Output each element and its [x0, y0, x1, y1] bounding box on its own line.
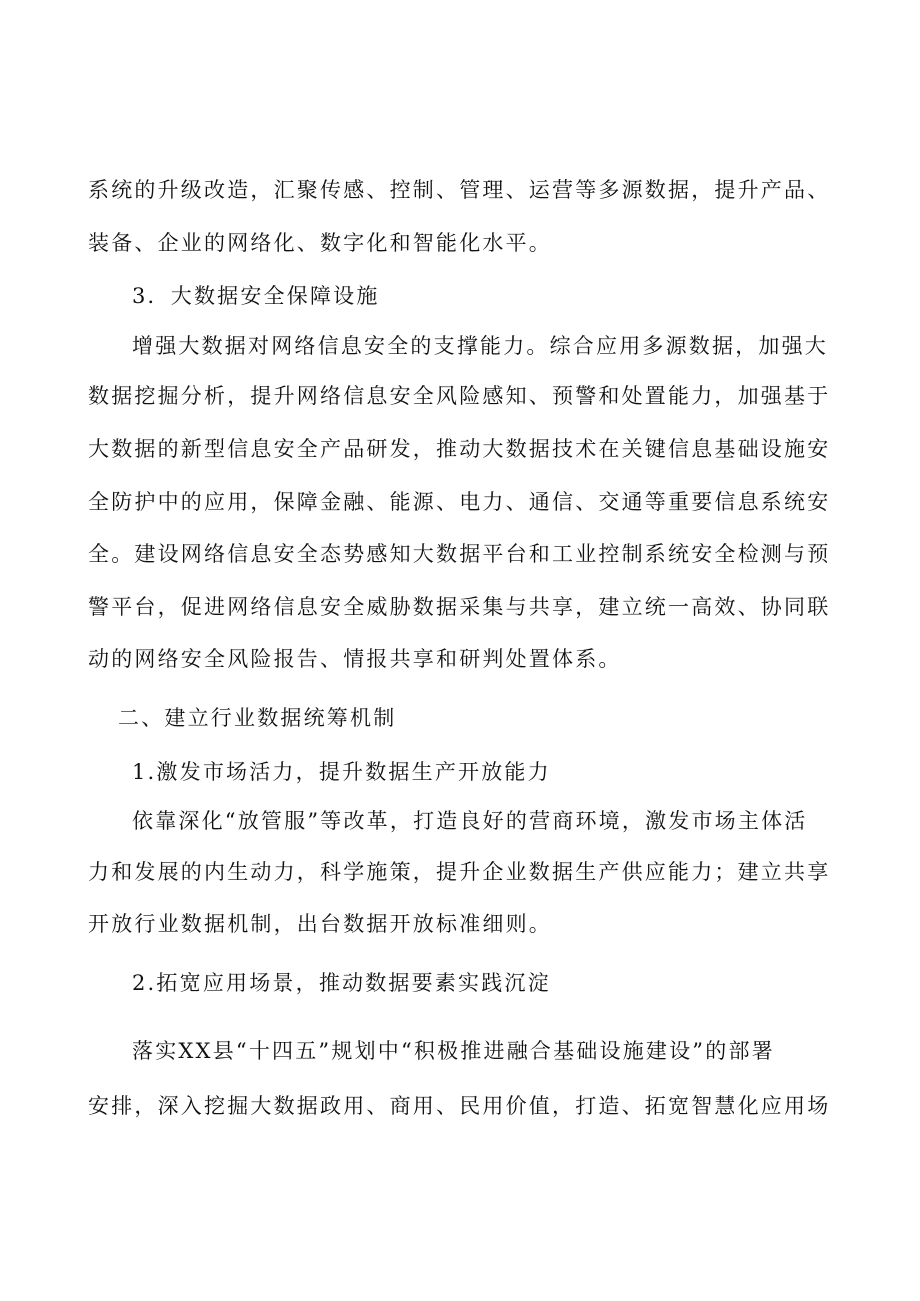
chapter-heading: 二、建立行业数据统筹机制: [118, 706, 397, 730]
paragraph-line: 警平台，促进网络信息安全威胁数据采集与共享，建立统一高效、协同联: [88, 595, 831, 619]
paragraph-line: 全。建设网络信息安全态势感知大数据平台和工业控制系统安全检测与预: [88, 542, 831, 566]
paragraph-line: 全防护中的应用，保障金融、能源、电力、通信、交通等重要信息系统安: [88, 490, 831, 514]
paragraph-line: 依靠深化“放管服”等改革，打造良好的营商环境，激发市场主体活: [132, 809, 808, 833]
paragraph-line: 系统的升级改造，汇聚传感、控制、管理、运营等多源数据，提升产品、: [88, 178, 831, 202]
paragraph-line: 力和发展的内生动力，科学施策，提升企业数据生产供应能力；建立共享: [88, 860, 831, 884]
paragraph-line: 数据挖掘分析，提升网络信息安全风险感知、预警和处置能力，加强基于: [88, 384, 831, 408]
paragraph-line: 开放行业数据机制，出台数据开放标准细则。: [88, 912, 552, 936]
item-heading: 2.拓宽应用场景，推动数据要素实践沉淀: [132, 971, 551, 995]
item-heading: 1.激发市场活力，提升数据生产开放能力: [132, 760, 551, 784]
paragraph-line: 安排，深入挖掘大数据政用、商用、民用价值，打造、拓宽智慧化应用场: [88, 1094, 831, 1118]
paragraph-line: 落实XX县“十四五”规划中“积极推进融合基础设施建设”的部署: [132, 1039, 775, 1063]
section-heading: 3．大数据安全保障设施: [132, 284, 380, 308]
paragraph-line: 装备、企业的网络化、数字化和智能化水平。: [88, 231, 552, 255]
paragraph-line: 大数据的新型信息安全产品研发，推动大数据技术在关键信息基础设施安: [88, 437, 831, 461]
paragraph-line: 动的网络安全风险报告、情报共享和研判处置体系。: [88, 647, 622, 671]
paragraph-line: 增强大数据对网络信息安全的支撑能力。综合应用多源数据，加强大: [132, 334, 828, 358]
